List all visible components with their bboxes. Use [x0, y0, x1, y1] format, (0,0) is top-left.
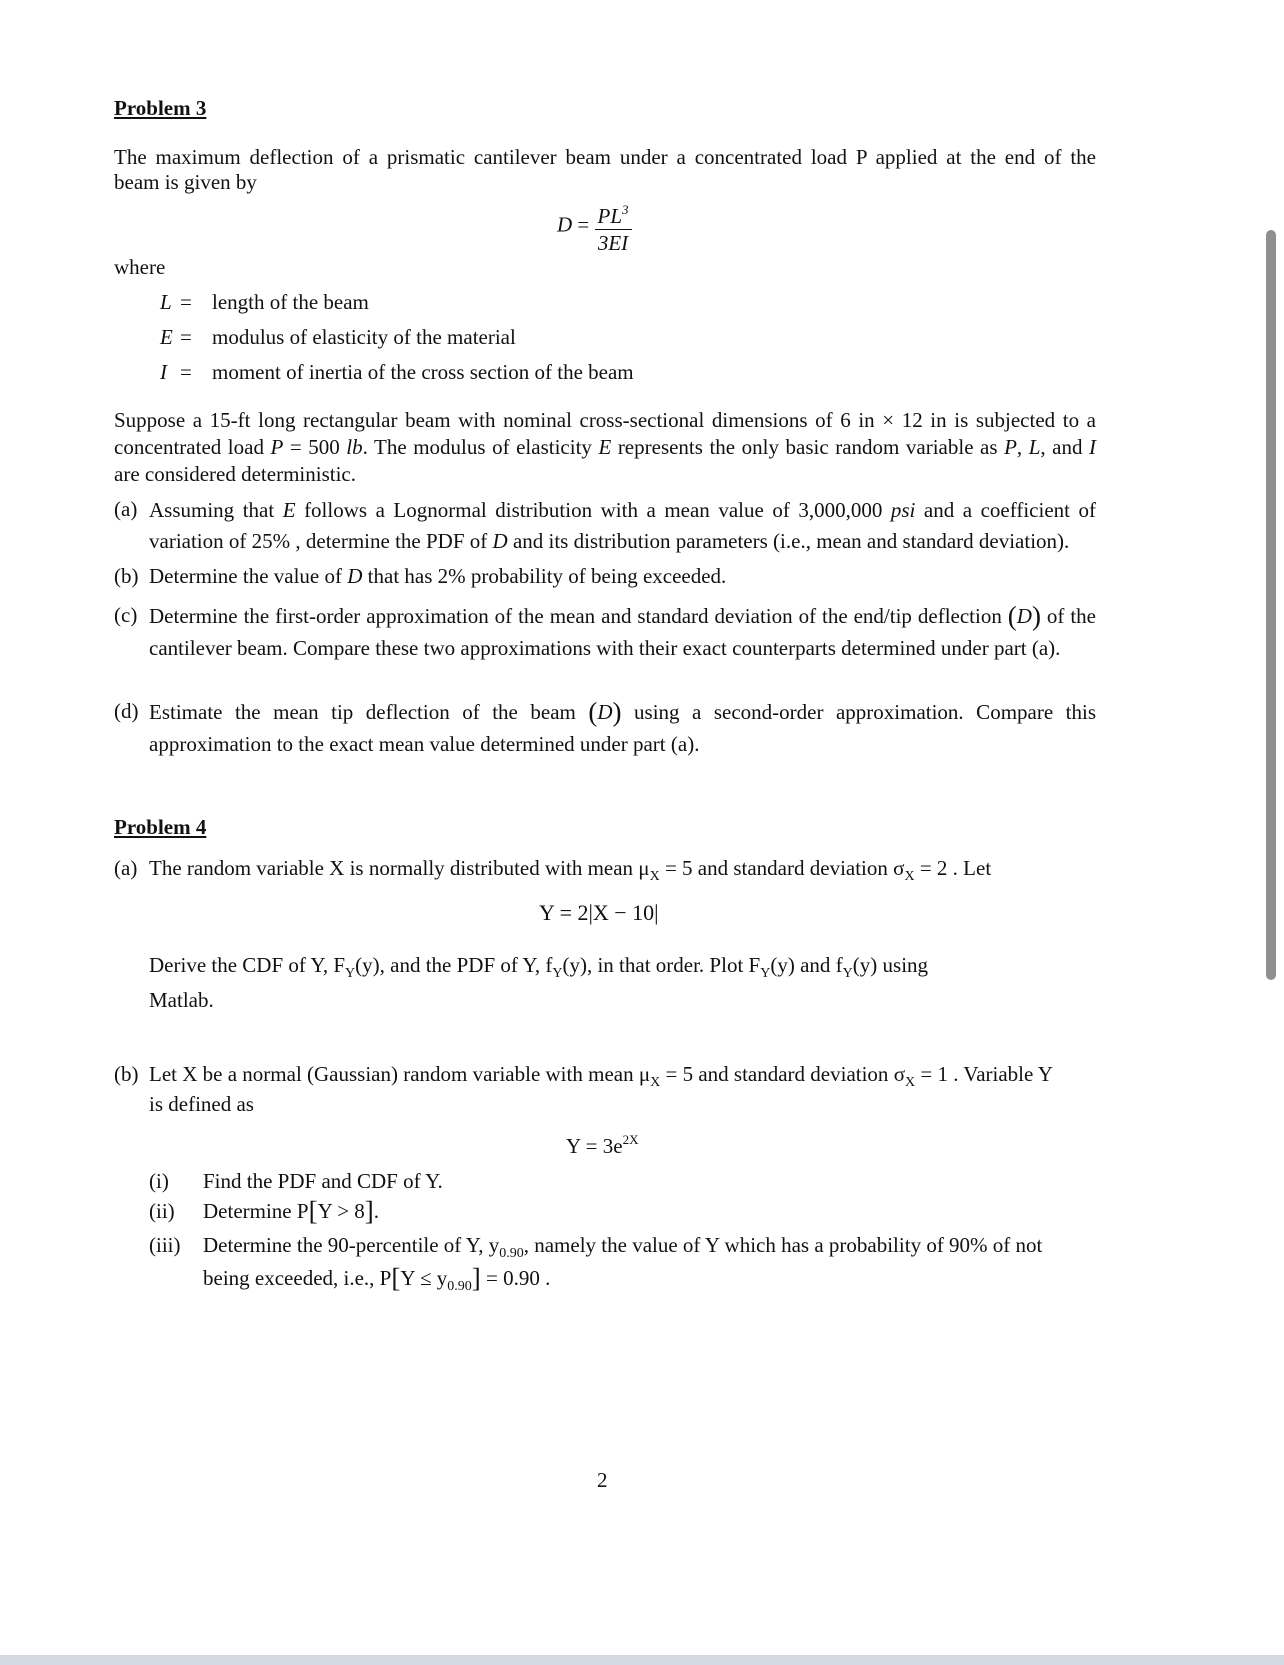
text: Let X be a normal (Gaussian) random variable with mean — [149, 1062, 639, 1086]
paren: ) — [612, 697, 622, 727]
part-c-label: (c) — [114, 603, 138, 627]
bracket: [ — [308, 1196, 318, 1226]
definition-I — [160, 360, 634, 385]
item-i-label: (i) — [149, 1169, 169, 1193]
text: Suppose a 15-ft long rectangular beam with nominal cross-sectional dimensions of 6 in × 12 in is subjected to a concentrated load — [114, 408, 1096, 459]
text: , and — [1040, 435, 1090, 459]
symbol-P: P — [296, 1199, 309, 1223]
p4-part-b-label: (b) — [114, 1062, 139, 1086]
text: Determine the value of — [149, 564, 348, 588]
item-iii-line2 — [203, 1263, 551, 1295]
definition-L — [160, 290, 369, 315]
expr: Y > 8 — [317, 1199, 365, 1223]
text: using a second-order approximation. Compare this approximation to the exact mean value determined under part (a). — [149, 700, 1096, 756]
text: The random variable X is normally distributed with mean — [149, 856, 639, 880]
eq-exponent: 2X — [622, 1132, 639, 1147]
part-d-label: (d) — [114, 699, 139, 723]
subscript: X — [650, 1075, 661, 1090]
bottom-bar — [0, 1655, 1284, 1665]
subscript: Y — [345, 966, 356, 981]
text: = 5 and standard deviation — [660, 1062, 894, 1086]
part-b-label: (b) — [114, 564, 139, 588]
var-D: D — [1016, 604, 1032, 628]
arg: (y) — [355, 953, 380, 977]
def-text: modulus of elasticity of the material — [212, 325, 516, 349]
subscript: 0.90 — [499, 1246, 524, 1261]
symbol-mu: μ — [638, 1062, 651, 1086]
part-d-text — [149, 696, 1096, 760]
def-equals: = — [180, 360, 192, 384]
subscript: Y — [842, 966, 853, 981]
paren: ( — [588, 697, 598, 727]
text: = 1 . Variable Y — [915, 1062, 1053, 1086]
def-equals: = — [180, 290, 192, 314]
p4b-equation — [566, 1132, 638, 1159]
text: = 500 — [283, 435, 347, 459]
problem-3-heading: Problem 3 — [114, 96, 207, 120]
problem-3-intro-line2: beam is given by — [114, 170, 257, 194]
subscript: 0.90 — [447, 1279, 472, 1294]
text: , — [1016, 435, 1029, 459]
text: Determine — [203, 1199, 297, 1223]
text: Determine the 90-percentile of Y, — [203, 1233, 489, 1257]
text: Estimate the mean tip deflection of the beam — [149, 700, 589, 724]
part-c-text — [149, 600, 1096, 664]
suppose-paragraph — [114, 407, 1096, 488]
def-symbol: I — [160, 360, 167, 384]
where-label: where — [114, 255, 166, 279]
item-iii-line1 — [203, 1233, 1042, 1262]
var-E: E — [598, 435, 612, 459]
symbol-F: F — [333, 953, 346, 977]
text: = 5 and standard deviation — [659, 856, 894, 880]
bracket: ] — [364, 1196, 374, 1226]
text: and its distribution parameters (i.e., mean and standard deviation). — [507, 529, 1070, 553]
symbol-f: f — [545, 953, 553, 977]
text: . The modulus of elasticity — [362, 435, 599, 459]
var-I: I — [1089, 435, 1097, 459]
p4a-equation: Y = 2|X − 10| — [539, 900, 659, 925]
text: and — [794, 953, 836, 977]
problem-4-heading: Problem 4 — [114, 815, 207, 839]
text: Determine the first-order approximation of the mean and standard deviation of the end/tip deflection — [149, 604, 1008, 628]
p4-part-b-line2: is defined as — [149, 1092, 254, 1116]
text: = 0.90 . — [480, 1266, 551, 1290]
definition-E — [160, 325, 516, 350]
text: , and the PDF of Y, — [379, 953, 546, 977]
p4-part-b-text — [149, 1062, 1053, 1091]
var-P: P — [270, 435, 284, 459]
formula-numerator: PL — [597, 204, 623, 228]
subscript: Y — [760, 966, 771, 981]
text: . — [373, 1199, 380, 1223]
item-iii-label: (iii) — [149, 1233, 181, 1257]
subscript: Y — [552, 966, 563, 981]
text: , in that order. Plot — [586, 953, 749, 977]
item-ii-label: (ii) — [149, 1199, 175, 1223]
p4-part-a-label: (a) — [114, 856, 138, 880]
def-equals: = — [180, 325, 192, 349]
page-number: 2 — [597, 1468, 608, 1492]
paren: ( — [1007, 601, 1017, 631]
arg: (y) — [562, 953, 587, 977]
symbol-mu: μ — [638, 856, 650, 880]
symbol-y: y — [488, 1233, 500, 1257]
bracket: [ — [391, 1263, 401, 1293]
part-a-label: (a) — [114, 497, 138, 521]
text: of the cantilever beam. Compare these two approximations with their exact counterparts determined under part (a). — [149, 604, 1096, 660]
p4a-derive-line1 — [149, 953, 928, 982]
symbol-F: F — [748, 953, 761, 977]
arg: (y) — [852, 953, 878, 977]
var-D: D — [597, 700, 613, 724]
var-L: L — [1028, 435, 1041, 459]
var-D: D — [492, 529, 508, 553]
text: Derive the CDF of Y, — [149, 953, 334, 977]
item-i-text: Find the PDF and CDF of Y. — [203, 1169, 443, 1193]
text: , namely the value of Y which has a probability of 90% of not — [523, 1233, 1043, 1257]
bracket: ] — [471, 1263, 481, 1293]
var-E: E — [282, 498, 296, 522]
def-text: length of the beam — [212, 290, 369, 314]
formula-lhs: D — [557, 212, 573, 237]
def-symbol: L — [160, 290, 172, 314]
symbol-sigma: σ — [893, 1062, 906, 1086]
text: being exceeded, i.e., — [203, 1266, 380, 1290]
symbol-sigma: σ — [893, 856, 905, 880]
p4a-derive-line2: Matlab. — [149, 988, 214, 1012]
text: using — [877, 953, 929, 977]
formula-denominator: 3EI — [597, 231, 629, 255]
formula-exponent: 3 — [622, 202, 629, 217]
text: Assuming that — [149, 498, 283, 522]
def-symbol: E — [160, 325, 173, 349]
item-ii-text — [203, 1196, 380, 1226]
expr: Y ≤ y — [400, 1266, 448, 1290]
symbol-f: f — [835, 953, 843, 977]
text: follows a Lognormal distribution with a mean value of 3,000,000 — [295, 498, 891, 522]
text: and a coefficient of variation of 25% , determine the PDF of — [149, 498, 1096, 553]
def-text: moment of inertia of the cross section of the beam — [212, 360, 634, 384]
var-P: P — [1004, 435, 1017, 459]
deflection-formula — [557, 198, 632, 255]
subscript: X — [649, 869, 660, 884]
paren: ) — [1031, 601, 1041, 631]
arg: (y) — [770, 953, 795, 977]
symbol-P: P — [379, 1266, 392, 1290]
text: that has 2% probability of being exceeded. — [362, 564, 727, 588]
part-a-text — [149, 495, 1096, 557]
part-b-text — [149, 564, 726, 589]
formula-fraction — [595, 198, 632, 255]
text: are considered deterministic. — [114, 462, 356, 486]
problem-3-intro-line1: The maximum deflection of a prismatic cantilever beam under a concentrated load P applied at the end of the — [114, 145, 1096, 169]
vertical-scrollbar[interactable] — [1266, 230, 1276, 980]
formula-equals: = — [577, 212, 590, 237]
text: = 2 . Let — [914, 856, 992, 880]
unit-lb: lb — [346, 435, 363, 459]
subscript: X — [905, 1075, 916, 1090]
var-D: D — [347, 564, 363, 588]
text: represents the only basic random variable as — [611, 435, 1005, 459]
p4-part-a-text — [149, 856, 991, 885]
eq-base: Y = 3e — [566, 1134, 623, 1158]
subscript: X — [904, 869, 915, 884]
unit-psi: psi — [890, 498, 916, 522]
